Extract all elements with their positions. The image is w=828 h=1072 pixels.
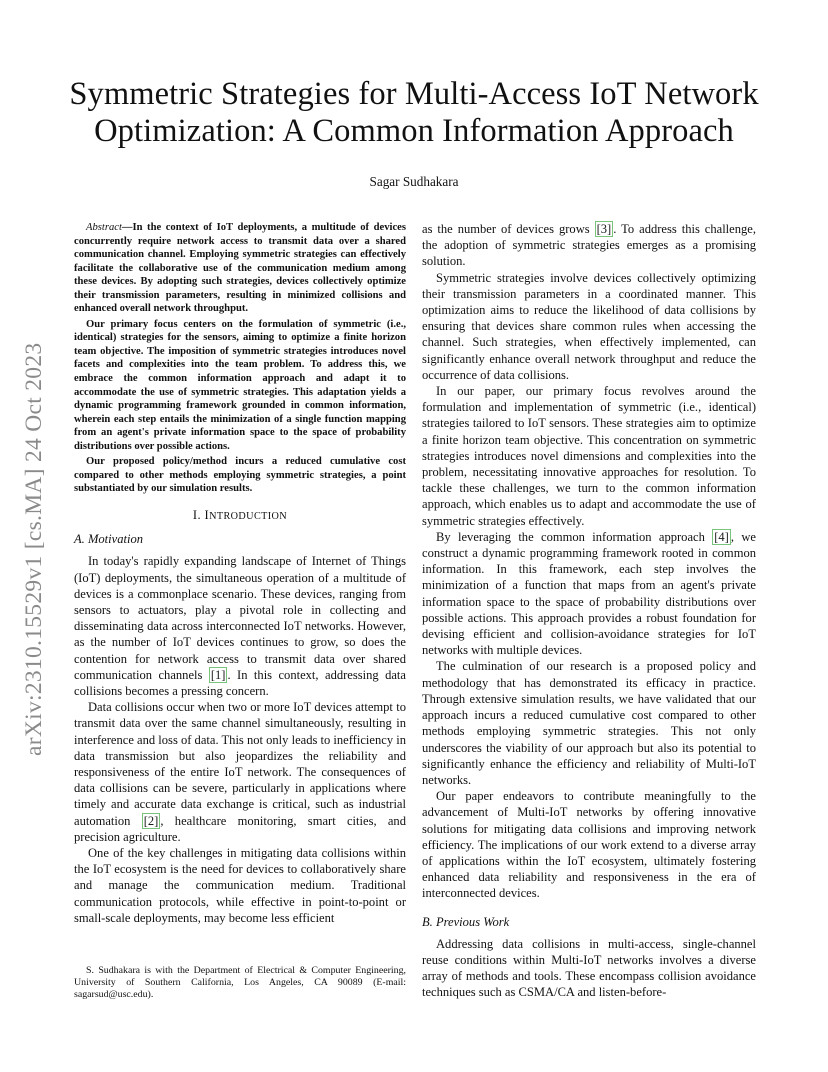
subsection-heading-previous-work: B. Previous Work xyxy=(422,914,510,929)
motivation-paragraph-3: One of the key challenges in mitigating data collisions within the IoT ecosystem is the need for devices to collaboratively share and manage the communication medium. Traditional communication protocols, while effective in point-to-point or small-scale deployments, may become less efficient xyxy=(74,846,406,925)
arxiv-stamp: arXiv:2310.15529v1 [cs.MA] 24 Oct 2023 xyxy=(21,342,47,756)
abstract xyxy=(74,221,406,496)
left-column xyxy=(74,221,406,926)
previous-work-paragraph-1: Addressing data collisions in multi-access, single-channel reuse conditions within Multi-IoT networks involves a diverse array of methods and tools. These encompass collision avoidance techniques such as CSMA/CA and listen-before- xyxy=(422,936,756,1000)
motivation-paragraph-7: The culmination of our research is a proposed policy and methodology that has demonstrated its efficacy in practice. Through extensive simulation results, we have validated that our approach incurs a reduced cumulative cost compared to other methods employing symmetric strategies. This not only underscores the viability of our approach but also its potential to significantly enhance the efficiency and reliability of Multi-IoT networks. xyxy=(422,659,756,787)
p2-text-a: Data collisions occur when two or more IoT devices attempt to transmit data over the same channel simultaneously, resulting in interference and loss of data. This not only leads to inefficiency in data transmission but also jeopardizes the reliability and responsiveness of the entire IoT network. The consequences of data collisions can be severe, particularly in applications where timely and accurate data exchange is critical, such as industrial automation xyxy=(74,700,406,828)
motivation-paragraph-5: In our paper, our primary focus revolves around the formulation and implementation of symmetric (i.e., identical) strategies tailored to IoT sensors. These strategies aim to optimize a finite horizon team objective. This concentration on symmetric strategies introduces novel dimensions and complexities into the problem, necessitating innovative approaches for resolution. To tackle these challenges, we turn to the common information approach, which enables us to adapt and accommodate the use of symmetric strategies effectively. xyxy=(422,384,756,528)
title-line-1: Symmetric Strategies for Multi-Access IoT Network xyxy=(69,76,759,112)
motivation-paragraph-2 xyxy=(74,699,406,845)
section-numeral: I. I xyxy=(192,507,210,522)
citation-link-1[interactable]: [1] xyxy=(210,667,226,682)
p1-text-b: . In this context, addressing data collisions becomes a pressing concern. xyxy=(74,667,406,698)
abstract-label: Abstract xyxy=(86,222,122,233)
p2-text-b: , healthcare monitoring, smart cities, and precision agriculture. xyxy=(74,813,406,844)
subsection-heading-motivation: A. Motivation xyxy=(74,532,143,547)
citation-link-4[interactable]: [4] xyxy=(714,529,729,544)
citation-link-3[interactable]: [3] xyxy=(596,222,612,236)
abstract-p1-text: —In the context of IoT deployments, a multitude of devices concurrently require network access to transmit data over a shared communication channel. Employing symmetric strategies can effectively facilitate the collaborative use of the communication medium among these devices. By adopting such strategies, devices collectively optimize their transmission parameters, resulting in minimized collisions and enhanced overall network throughput. xyxy=(74,222,406,315)
motivation-paragraph-3-continued xyxy=(422,221,756,270)
section-name: NTRODUCTION xyxy=(209,510,288,522)
footnote: S. Sudhakara is with the Department of Electrical & Computer Engineering, University of Southern California, Los Angeles, CA 90089 (E-mail: sagarsud@usc.edu). xyxy=(74,965,406,1000)
motivation-paragraph-6 xyxy=(422,529,756,659)
author-name: Sagar Sudhakara xyxy=(369,174,459,189)
p3c-text-a: as the number of devices grows xyxy=(422,222,595,236)
motivation-paragraph-4: Symmetric strategies involve devices collectively optimizing their transmission parameters in a coordinated manner. This optimization aims to reduce the likelihood of data collisions by ensuring that devices share common rules when accessing the channel. Such strategies, when effectively implemented, can significantly enhance overall network throughput and reduce the occurrence of data collisions. xyxy=(422,270,756,382)
p3c-text-b: . To address this challenge, the adoption of symmetric strategies emerges as a promising solution. xyxy=(422,222,756,269)
motivation-paragraph-1 xyxy=(74,553,406,699)
p1-text-a: In today's rapidly expanding landscape of Internet of Things (IoT) deployments, the simultaneous operation of a multitude of devices is a commonplace scenario. These devices, ranging from sensors to actuators, play a pivotal role in collecting and disseminating data across interconnected IoT networks. However, as the number of IoT devices continues to grow, so does the contention for network access to transmit data over shared communication channels xyxy=(74,554,406,682)
title-line-2: Optimization: A Common Information Approach xyxy=(94,113,734,149)
right-column xyxy=(422,221,756,1001)
motivation-paragraph-8: Our paper endeavors to contribute meaningfully to the advancement of Multi-IoT networks by offering innovative solutions for mitigating data collisions and improving network efficiency. The implications of our work extend to a diverse array of applications within the IoT ecosystem, ultimately fostering enhanced data reliability and responsiveness in the era of interconnected devices. xyxy=(422,789,756,901)
section-heading-introduction xyxy=(74,507,406,525)
abstract-paragraph-1 xyxy=(74,221,406,316)
paper-title xyxy=(0,76,828,150)
p6-text-a: By leveraging the common information approach xyxy=(436,529,713,544)
citation-link-2[interactable]: [2] xyxy=(143,813,159,828)
abstract-paragraph-3: Our proposed policy/method incurs a reduced cumulative cost compared to other methods employing symmetric strategies, a point substantiated by our simulation results. xyxy=(74,456,406,495)
abstract-paragraph-2: Our primary focus centers on the formulation of symmetric (i.e., identical) strategies for the sensors, aiming to optimize a finite horizon team objective. The imposition of symmetric strategies introduces novel facets and complexities into the team problem. To address this, we embrace the common information approach and adapt it to accommodate the use of symmetric strategies. This adaptation yields a dynamic programming framework grounded in common information, wherein each step entails the minimization of a single function mapping from an agent's private information space to the space of probability distributions over possible actions. xyxy=(74,318,406,452)
p6-text-b: , we construct a dynamic programming framework rooted in common information. In this framework, each step involves the minimization of a function that maps from an agent's private information space to the space of probability distributions over possible actions. This approach provides a robust foundation for devising efficient and collision-avoidance strategies for IoT networks with multiple devices. xyxy=(422,529,756,658)
